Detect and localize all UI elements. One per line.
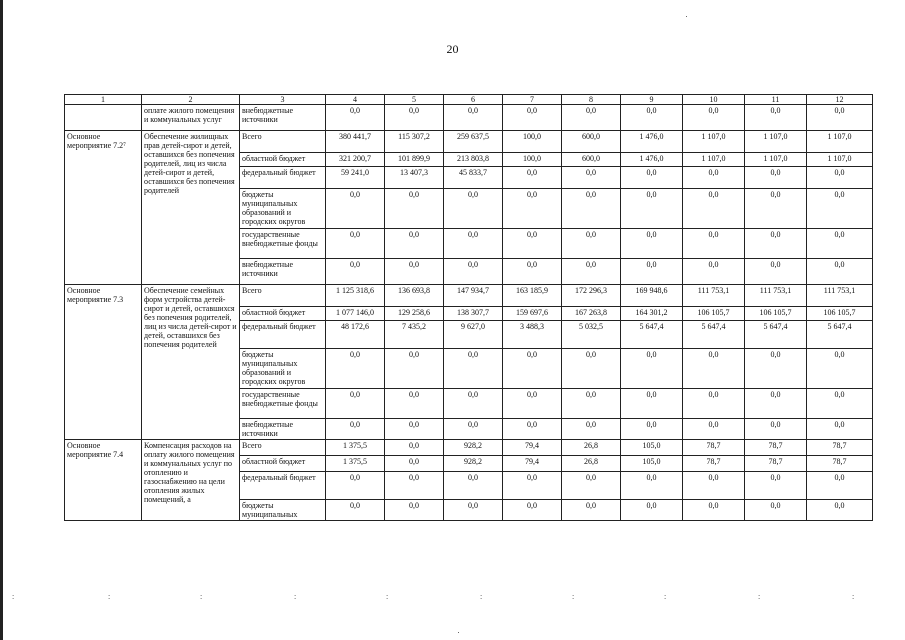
amount-cell: 1 476,0 xyxy=(621,131,683,153)
amount-cell: 13 407,3 xyxy=(385,167,444,189)
amount-cell: 0,0 xyxy=(503,500,562,521)
amount-cell: 5 647,4 xyxy=(745,321,807,349)
amount-cell: 0,0 xyxy=(562,500,621,521)
amount-cell: 0,0 xyxy=(385,349,444,389)
amount-cell: 26,8 xyxy=(562,456,621,472)
amount-cell: 78,7 xyxy=(683,456,745,472)
col-header: 6 xyxy=(444,95,503,105)
amount-cell: 928,2 xyxy=(444,456,503,472)
funding-source-cell: федеральный бюджет xyxy=(240,472,326,500)
funding-source-cell: внебюджетные источники xyxy=(240,105,326,131)
amount-cell: 100,0 xyxy=(503,131,562,153)
amount-cell: 5 647,4 xyxy=(683,321,745,349)
amount-cell: 0,0 xyxy=(503,389,562,419)
measure-name-cell: Основное мероприятие 7.2⁷ xyxy=(65,131,142,285)
amount-cell: 0,0 xyxy=(326,472,385,500)
amount-cell: 1 107,0 xyxy=(807,153,873,167)
amount-cell: 111 753,1 xyxy=(745,285,807,307)
amount-cell: 0,0 xyxy=(683,349,745,389)
amount-cell: 0,0 xyxy=(385,105,444,131)
amount-cell: 0,0 xyxy=(683,105,745,131)
amount-cell: 0,0 xyxy=(562,259,621,285)
measure-name-cell: Основное мероприятие 7.3 xyxy=(65,285,142,440)
amount-cell: 78,7 xyxy=(683,440,745,456)
amount-cell: 0,0 xyxy=(385,472,444,500)
amount-cell: 0,0 xyxy=(503,229,562,259)
amount-cell: 0,0 xyxy=(562,167,621,189)
col-header: 9 xyxy=(621,95,683,105)
amount-cell: 0,0 xyxy=(683,472,745,500)
amount-cell: 5 647,4 xyxy=(621,321,683,349)
amount-cell: 111 753,1 xyxy=(683,285,745,307)
amount-cell: 1 077 146,0 xyxy=(326,307,385,321)
col-header: 4 xyxy=(326,95,385,105)
amount-cell: 0,0 xyxy=(621,229,683,259)
funding-source-cell: бюджеты муниципальных образований и городских округов xyxy=(240,349,326,389)
amount-cell: 0,0 xyxy=(807,189,873,229)
amount-cell: 3 488,3 xyxy=(503,321,562,349)
col-header: 10 xyxy=(683,95,745,105)
amount-cell: 0,0 xyxy=(807,229,873,259)
amount-cell: 45 833,7 xyxy=(444,167,503,189)
amount-cell: 163 185,9 xyxy=(503,285,562,307)
amount-cell: 0,0 xyxy=(444,189,503,229)
amount-cell: 0,0 xyxy=(562,389,621,419)
amount-cell: 164 301,2 xyxy=(621,307,683,321)
amount-cell: 0,0 xyxy=(385,456,444,472)
amount-cell: 159 697,6 xyxy=(503,307,562,321)
amount-cell: 0,0 xyxy=(621,472,683,500)
amount-cell: 0,0 xyxy=(745,500,807,521)
amount-cell: 0,0 xyxy=(385,500,444,521)
amount-cell: 0,0 xyxy=(807,167,873,189)
amount-cell: 259 637,5 xyxy=(444,131,503,153)
measure-description-cell: Обеспечение семейных форм устройства детей-сирот и детей, оставшихся без попечения родителей, лиц из числа детей-сирот и детей, оставшихся без попечения родителей xyxy=(142,285,240,440)
amount-cell: 0,0 xyxy=(562,229,621,259)
amount-cell: 0,0 xyxy=(503,472,562,500)
amount-cell: 0,0 xyxy=(444,229,503,259)
amount-cell: 0,0 xyxy=(503,419,562,440)
amount-cell: 78,7 xyxy=(745,456,807,472)
amount-cell: 138 307,7 xyxy=(444,307,503,321)
amount-cell: 0,0 xyxy=(745,349,807,389)
amount-cell: 0,0 xyxy=(562,105,621,131)
amount-cell: 928,2 xyxy=(444,440,503,456)
amount-cell: 1 107,0 xyxy=(745,153,807,167)
amount-cell: 167 263,8 xyxy=(562,307,621,321)
amount-cell: 1 107,0 xyxy=(683,153,745,167)
amount-cell: 0,0 xyxy=(503,259,562,285)
amount-cell: 0,0 xyxy=(621,349,683,389)
amount-cell: 0,0 xyxy=(326,419,385,440)
amount-cell: 0,0 xyxy=(562,419,621,440)
col-header: 5 xyxy=(385,95,444,105)
amount-cell: 0,0 xyxy=(621,189,683,229)
amount-cell: 0,0 xyxy=(503,189,562,229)
amount-cell: 0,0 xyxy=(683,389,745,419)
budget-table xyxy=(64,94,873,521)
amount-cell: 0,0 xyxy=(385,229,444,259)
amount-cell: 0,0 xyxy=(385,389,444,419)
amount-cell: 0,0 xyxy=(745,189,807,229)
amount-cell: 0,0 xyxy=(385,440,444,456)
amount-cell: 0,0 xyxy=(562,189,621,229)
funding-source-cell: государственные внебюджетные фонды xyxy=(240,389,326,419)
amount-cell: 106 105,7 xyxy=(683,307,745,321)
amount-cell: 0,0 xyxy=(503,167,562,189)
amount-cell: 1 107,0 xyxy=(807,131,873,153)
amount-cell: 0,0 xyxy=(444,105,503,131)
amount-cell: 0,0 xyxy=(745,472,807,500)
amount-cell: 106 105,7 xyxy=(745,307,807,321)
col-header: 11 xyxy=(745,95,807,105)
amount-cell: 0,0 xyxy=(745,105,807,131)
amount-cell: 0,0 xyxy=(385,189,444,229)
amount-cell: 136 693,8 xyxy=(385,285,444,307)
table-row xyxy=(65,440,873,456)
amount-cell: 169 948,6 xyxy=(621,285,683,307)
col-header: 8 xyxy=(562,95,621,105)
col-header: 1 xyxy=(65,95,142,105)
amount-cell: 111 753,1 xyxy=(807,285,873,307)
amount-cell: 79,4 xyxy=(503,440,562,456)
amount-cell: 0,0 xyxy=(444,472,503,500)
amount-cell: 59 241,0 xyxy=(326,167,385,189)
amount-cell: 1 476,0 xyxy=(621,153,683,167)
funding-source-cell: государственные внебюджетные фонды xyxy=(240,229,326,259)
amount-cell: 0,0 xyxy=(807,349,873,389)
scan-speck xyxy=(458,632,459,633)
amount-cell: 0,0 xyxy=(745,229,807,259)
footer-dots: : : : : : : : : : : xyxy=(12,592,855,601)
funding-source-cell: областной бюджет xyxy=(240,456,326,472)
amount-cell: 380 441,7 xyxy=(326,131,385,153)
amount-cell: 0,0 xyxy=(444,349,503,389)
amount-cell: 106 105,7 xyxy=(807,307,873,321)
amount-cell: 0,0 xyxy=(621,167,683,189)
amount-cell: 105,0 xyxy=(621,440,683,456)
amount-cell: 26,8 xyxy=(562,440,621,456)
scan-speck xyxy=(686,16,687,17)
amount-cell: 1 107,0 xyxy=(683,131,745,153)
amount-cell: 0,0 xyxy=(326,229,385,259)
measure-description-cell: Компенсация расходов на оплату жилого помещения и коммунальных услуг по отоплению и газоснабжению на цели отопления жилых помещений, а xyxy=(142,440,240,521)
amount-cell: 0,0 xyxy=(326,189,385,229)
amount-cell: 78,7 xyxy=(807,440,873,456)
funding-source-cell: Всего xyxy=(240,285,326,307)
funding-source-cell: Всего xyxy=(240,440,326,456)
amount-cell: 1 375,5 xyxy=(326,440,385,456)
amount-cell: 5 032,5 xyxy=(562,321,621,349)
amount-cell: 147 934,7 xyxy=(444,285,503,307)
scan-edge-line xyxy=(0,0,3,640)
amount-cell: 213 803,8 xyxy=(444,153,503,167)
measure-name-cell: Основное мероприятие 7.4 xyxy=(65,440,142,521)
header-row xyxy=(65,95,873,105)
funding-source-cell: федеральный бюджет xyxy=(240,321,326,349)
amount-cell: 0,0 xyxy=(326,259,385,285)
amount-cell: 48 172,6 xyxy=(326,321,385,349)
amount-cell: 0,0 xyxy=(562,349,621,389)
funding-source-cell: Всего xyxy=(240,131,326,153)
amount-cell: 0,0 xyxy=(444,419,503,440)
amount-cell: 78,7 xyxy=(807,456,873,472)
amount-cell: 0,0 xyxy=(745,389,807,419)
amount-cell: 79,4 xyxy=(503,456,562,472)
col-header: 3 xyxy=(240,95,326,105)
amount-cell: 0,0 xyxy=(683,419,745,440)
amount-cell: 0,0 xyxy=(745,167,807,189)
funding-source-cell: внебюджетные источники xyxy=(240,419,326,440)
amount-cell: 0,0 xyxy=(621,259,683,285)
amount-cell: 0,0 xyxy=(745,259,807,285)
col-header: 2 xyxy=(142,95,240,105)
amount-cell: 101 899,9 xyxy=(385,153,444,167)
amount-cell: 172 296,3 xyxy=(562,285,621,307)
amount-cell: 0,0 xyxy=(503,105,562,131)
amount-cell: 0,0 xyxy=(385,259,444,285)
amount-cell: 0,0 xyxy=(326,349,385,389)
funding-source-cell: бюджеты муниципальных образований и городских округов xyxy=(240,189,326,229)
table-row xyxy=(65,131,873,153)
funding-source-cell: областной бюджет xyxy=(240,307,326,321)
measure-name-cell xyxy=(65,105,142,131)
amount-cell: 9 627,0 xyxy=(444,321,503,349)
amount-cell: 0,0 xyxy=(745,419,807,440)
amount-cell: 600,0 xyxy=(562,131,621,153)
amount-cell: 0,0 xyxy=(683,500,745,521)
amount-cell: 0,0 xyxy=(444,500,503,521)
amount-cell: 0,0 xyxy=(444,259,503,285)
amount-cell: 0,0 xyxy=(385,419,444,440)
amount-cell: 105,0 xyxy=(621,456,683,472)
table-row xyxy=(65,285,873,307)
funding-source-cell: внебюджетные источники xyxy=(240,259,326,285)
amount-cell: 0,0 xyxy=(326,105,385,131)
amount-cell: 0,0 xyxy=(621,500,683,521)
funding-source-cell: областной бюджет xyxy=(240,153,326,167)
funding-source-cell: федеральный бюджет xyxy=(240,167,326,189)
amount-cell: 0,0 xyxy=(326,389,385,419)
amount-cell: 0,0 xyxy=(807,419,873,440)
amount-cell: 0,0 xyxy=(683,259,745,285)
amount-cell: 600,0 xyxy=(562,153,621,167)
amount-cell: 0,0 xyxy=(683,229,745,259)
amount-cell: 0,0 xyxy=(807,105,873,131)
measure-description-cell: Обеспечение жилищных прав детей-сирот и детей, оставшихся без попечения родителей, лиц из числа детей-сирот и детей, оставшихся без попечения родителей xyxy=(142,131,240,285)
amount-cell: 115 307,2 xyxy=(385,131,444,153)
measure-description-cell: оплате жилого помещения и коммунальных услуг xyxy=(142,105,240,131)
amount-cell: 0,0 xyxy=(683,167,745,189)
amount-cell: 1 375,5 xyxy=(326,456,385,472)
amount-cell: 0,0 xyxy=(807,259,873,285)
col-header: 7 xyxy=(503,95,562,105)
amount-cell: 0,0 xyxy=(503,349,562,389)
page-number: 20 xyxy=(446,42,459,56)
amount-cell: 7 435,2 xyxy=(385,321,444,349)
amount-cell: 0,0 xyxy=(444,389,503,419)
amount-cell: 5 647,4 xyxy=(807,321,873,349)
amount-cell: 0,0 xyxy=(621,419,683,440)
amount-cell: 0,0 xyxy=(807,500,873,521)
amount-cell: 0,0 xyxy=(807,472,873,500)
amount-cell: 1 125 318,6 xyxy=(326,285,385,307)
col-header: 12 xyxy=(807,95,873,105)
amount-cell: 78,7 xyxy=(745,440,807,456)
amount-cell: 0,0 xyxy=(683,189,745,229)
amount-cell: 321 200,7 xyxy=(326,153,385,167)
amount-cell: 0,0 xyxy=(621,389,683,419)
table-row xyxy=(65,105,873,131)
amount-cell: 0,0 xyxy=(621,105,683,131)
amount-cell: 100,0 xyxy=(503,153,562,167)
amount-cell: 0,0 xyxy=(807,389,873,419)
funding-source-cell: бюджеты муниципальных xyxy=(240,500,326,521)
amount-cell: 1 107,0 xyxy=(745,131,807,153)
amount-cell: 129 258,6 xyxy=(385,307,444,321)
amount-cell: 0,0 xyxy=(326,500,385,521)
amount-cell: 0,0 xyxy=(562,472,621,500)
